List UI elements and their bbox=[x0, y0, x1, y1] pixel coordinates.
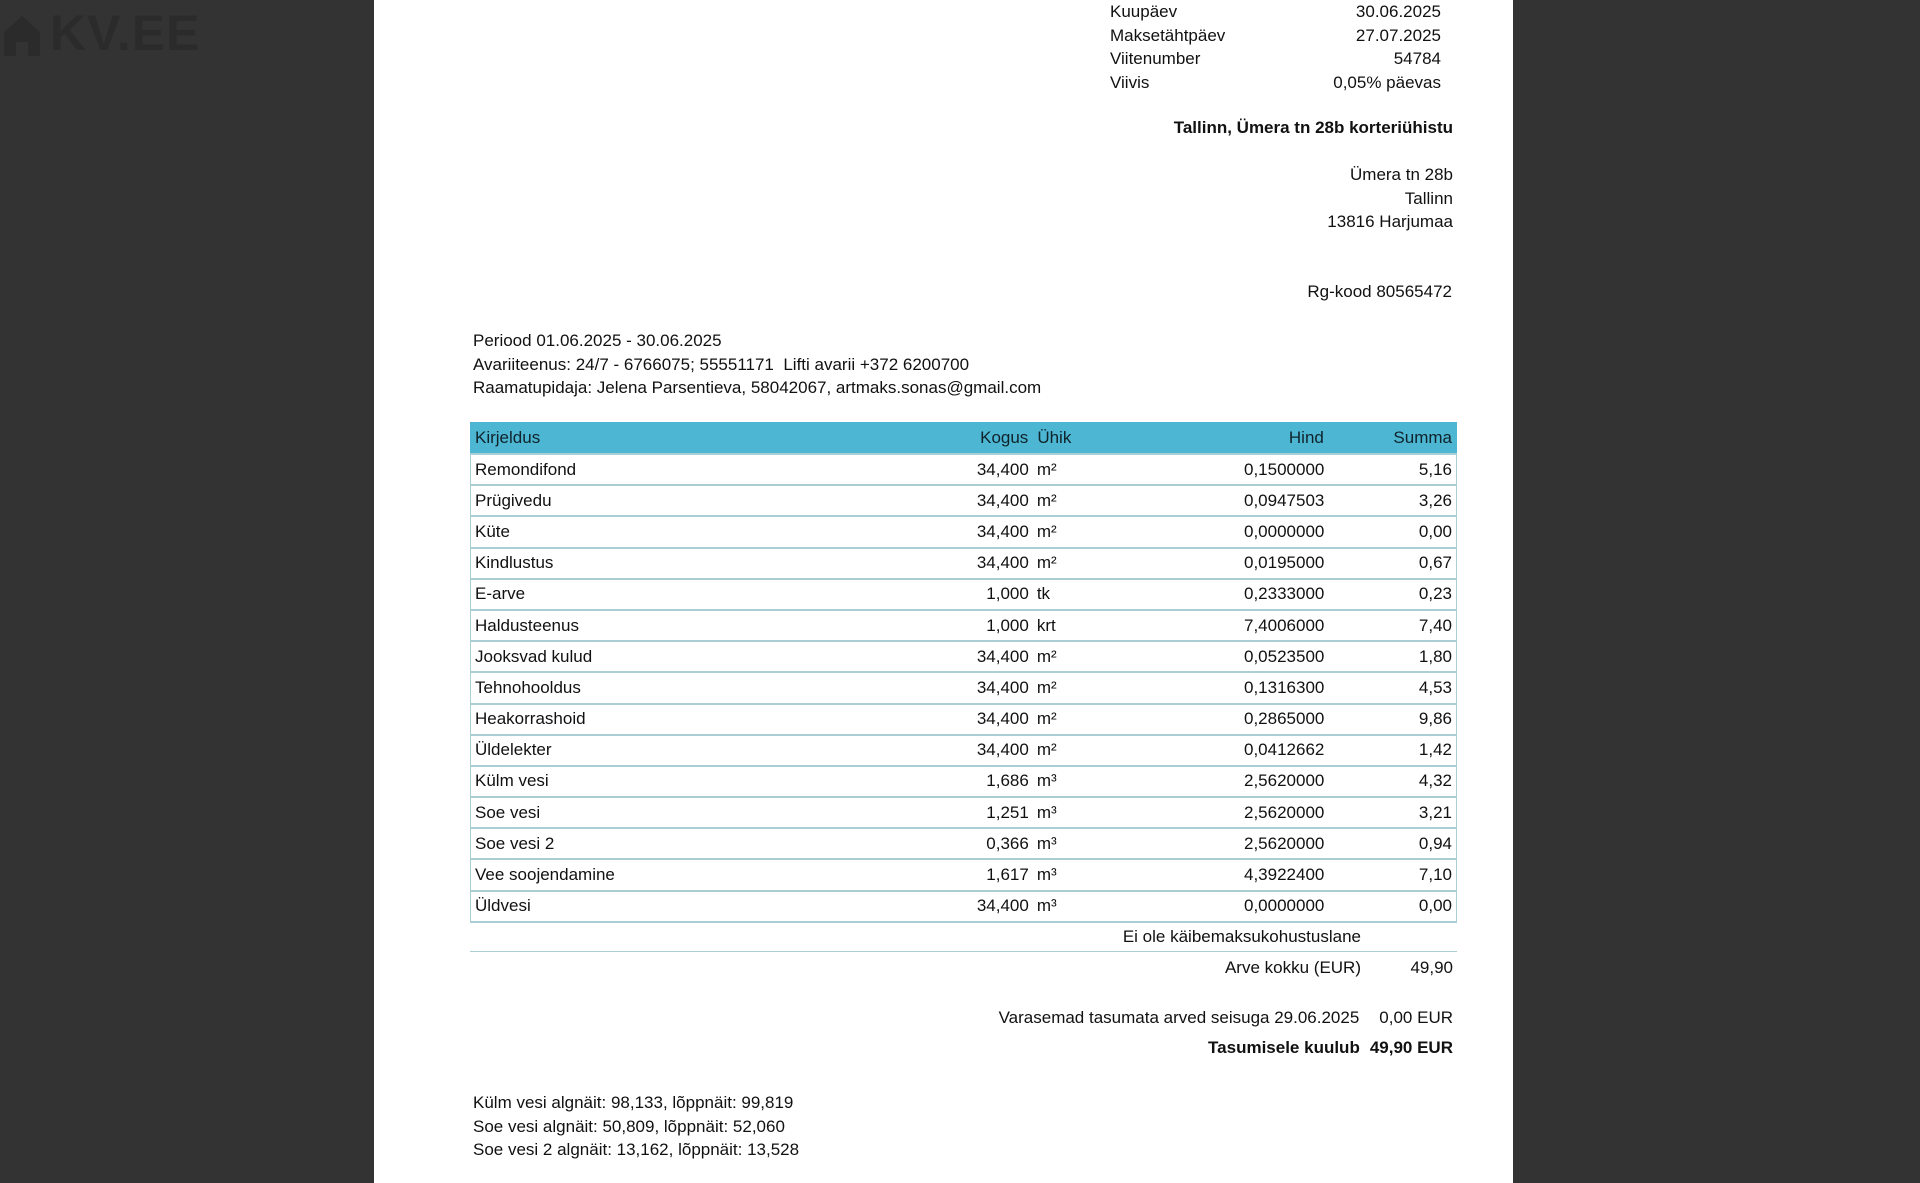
cell-price: 0,0000000 bbox=[1151, 891, 1329, 922]
cell-description: Tehnohooldus bbox=[471, 672, 905, 703]
cell-quantity: 34,400 bbox=[905, 641, 1033, 672]
billing-period: Periood 01.06.2025 - 30.06.2025 bbox=[473, 331, 722, 350]
cell-price: 0,0000000 bbox=[1151, 516, 1329, 547]
cell-unit: tk bbox=[1033, 579, 1151, 610]
meta-label: Kuupäev bbox=[1110, 2, 1178, 21]
cell-quantity: 1,686 bbox=[905, 766, 1033, 797]
cell-unit: m² bbox=[1033, 516, 1151, 547]
cell-unit: m³ bbox=[1033, 891, 1151, 922]
cell-unit: m² bbox=[1033, 641, 1151, 672]
previous-unpaid-value: 0,00 EUR bbox=[1379, 1008, 1453, 1027]
table-row bbox=[471, 548, 1457, 579]
cell-sum: 0,00 bbox=[1328, 516, 1456, 547]
table-row bbox=[471, 766, 1457, 797]
header-price: Hind bbox=[1151, 423, 1329, 455]
cell-unit: krt bbox=[1033, 610, 1151, 641]
cell-quantity: 34,400 bbox=[905, 891, 1033, 922]
cell-price: 0,0947503 bbox=[1151, 485, 1329, 516]
table-row bbox=[471, 859, 1457, 890]
emergency-contacts: Avariiteenus: 24/7 - 6766075; 55551171 Lifti avarii +372 6200700 bbox=[473, 354, 970, 374]
cell-unit: m³ bbox=[1033, 828, 1151, 859]
cell-description: Küte bbox=[471, 516, 905, 547]
cell-sum: 7,40 bbox=[1328, 610, 1456, 641]
meta-value: 54784 bbox=[1393, 49, 1441, 68]
cell-description: Vee soojendamine bbox=[471, 859, 905, 890]
meta-label: Viitenumber bbox=[1110, 49, 1201, 68]
cell-quantity: 34,400 bbox=[905, 516, 1033, 547]
cell-quantity: 34,400 bbox=[905, 704, 1033, 735]
meta-label: Viivis bbox=[1110, 72, 1150, 92]
cell-price: 0,1316300 bbox=[1151, 672, 1329, 703]
cell-description: Üldelekter bbox=[471, 735, 905, 766]
cell-price: 0,2333000 bbox=[1151, 579, 1329, 610]
header-unit: Ühik bbox=[1033, 423, 1151, 455]
invoice-items-table bbox=[470, 422, 1457, 923]
cell-sum: 4,32 bbox=[1328, 766, 1456, 797]
cell-price: 4,3922400 bbox=[1151, 859, 1329, 890]
previous-unpaid-row bbox=[999, 1006, 1453, 1030]
cell-description: Külm vesi bbox=[471, 766, 905, 797]
cell-unit: m² bbox=[1033, 704, 1151, 735]
cell-sum: 0,67 bbox=[1328, 548, 1456, 579]
cell-unit: m² bbox=[1033, 548, 1151, 579]
cell-quantity: 34,400 bbox=[905, 485, 1033, 516]
table-row bbox=[471, 891, 1457, 922]
cell-description: E-arve bbox=[471, 579, 905, 610]
company-address bbox=[1327, 163, 1453, 234]
cell-sum: 1,80 bbox=[1328, 641, 1456, 672]
cell-quantity: 34,400 bbox=[905, 454, 1033, 485]
amount-due-row bbox=[1208, 1036, 1453, 1060]
table-row bbox=[471, 610, 1457, 641]
company-name: Tallinn, Ümera tn 28b korteriühistu bbox=[1173, 118, 1453, 137]
meter-reading-hot-water: Soe vesi algnäit: 50,809, lõppnäit: 52,060 bbox=[473, 1116, 785, 1136]
meter-reading-hot-water-2: Soe vesi 2 algnäit: 13,162, lõppnäit: 13,528 bbox=[473, 1140, 800, 1159]
cell-sum: 3,21 bbox=[1328, 797, 1456, 828]
cell-description: Soe vesi 2 bbox=[471, 828, 905, 859]
meta-row-reference-number bbox=[1110, 47, 1441, 71]
invoice-total-label: Arve kokku (EUR) bbox=[1224, 958, 1361, 977]
table-header-row bbox=[471, 423, 1457, 455]
table-row bbox=[471, 579, 1457, 610]
table-row bbox=[471, 797, 1457, 828]
meter-reading-cold-water: Külm vesi algnäit: 98,133, lõppnäit: 99,819 bbox=[473, 1093, 794, 1112]
cell-quantity: 34,400 bbox=[905, 672, 1033, 703]
cell-quantity: 1,000 bbox=[905, 579, 1033, 610]
meta-value: 30.06.2025 bbox=[1355, 2, 1441, 21]
cell-description: Soe vesi bbox=[471, 797, 905, 828]
cell-price: 2,5620000 bbox=[1151, 766, 1329, 797]
cell-sum: 5,16 bbox=[1328, 454, 1456, 485]
cell-unit: m³ bbox=[1033, 797, 1151, 828]
invoice-total-value: 49,90 bbox=[1410, 958, 1453, 977]
amount-due-value: 49,90 EUR bbox=[1369, 1038, 1453, 1057]
table-row bbox=[471, 516, 1457, 547]
meta-value: 0,05% päevas bbox=[1333, 72, 1441, 92]
cell-price: 7,4006000 bbox=[1151, 610, 1329, 641]
accountant-contact: Raamatupidaja: Jelena Parsentieva, 58042067, artmaks.sonas@gmail.com bbox=[473, 378, 1042, 398]
cell-price: 2,5620000 bbox=[1151, 797, 1329, 828]
cell-price: 2,5620000 bbox=[1151, 828, 1329, 859]
cell-description: Üldvesi bbox=[471, 891, 905, 922]
cell-quantity: 0,366 bbox=[905, 828, 1033, 859]
table-row bbox=[471, 485, 1457, 516]
address-line-postal: 13816 Harjumaa bbox=[1327, 212, 1453, 231]
meta-label: Maksetähtpäev bbox=[1110, 25, 1226, 45]
table-row bbox=[471, 828, 1457, 859]
company-reg-code: Rg-kood 80565472 bbox=[1307, 282, 1452, 301]
cell-unit: m² bbox=[1033, 672, 1151, 703]
vat-note-row bbox=[470, 922, 1457, 952]
cell-sum: 9,86 bbox=[1328, 704, 1456, 735]
invoice-page bbox=[374, 0, 1513, 1183]
cell-price: 0,0523500 bbox=[1151, 641, 1329, 672]
meta-row-date bbox=[1110, 0, 1441, 24]
cell-sum: 0,94 bbox=[1328, 828, 1456, 859]
cell-sum: 0,23 bbox=[1328, 579, 1456, 610]
cell-description: Remondifond bbox=[471, 454, 905, 485]
header-quantity: Kogus bbox=[905, 423, 1033, 455]
address-line-street: Ümera tn 28b bbox=[1350, 165, 1453, 184]
cell-quantity: 1,000 bbox=[905, 610, 1033, 641]
cell-description: Heakorrashoid bbox=[471, 704, 905, 735]
header-sum: Summa bbox=[1328, 423, 1456, 455]
cell-unit: m³ bbox=[1033, 766, 1151, 797]
watermark-logo-text: KV.EE bbox=[50, 5, 201, 61]
table-row bbox=[471, 641, 1457, 672]
cell-description: Prügivedu bbox=[471, 485, 905, 516]
cell-sum: 0,00 bbox=[1328, 891, 1456, 922]
meta-row-due-date bbox=[1110, 24, 1441, 48]
cell-price: 0,0412662 bbox=[1151, 735, 1329, 766]
meta-row-penalty bbox=[1110, 71, 1441, 95]
vat-note: Ei ole käibemaksukohustuslane bbox=[1122, 927, 1361, 946]
kv-ee-watermark bbox=[2, 5, 201, 61]
cell-description: Haldusteenus bbox=[471, 610, 905, 641]
invoice-meta bbox=[1110, 0, 1441, 94]
cell-unit: m² bbox=[1033, 735, 1151, 766]
cell-description: Kindlustus bbox=[471, 548, 905, 579]
cell-sum: 1,42 bbox=[1328, 735, 1456, 766]
meta-value: 27.07.2025 bbox=[1355, 25, 1441, 45]
cell-quantity: 34,400 bbox=[905, 548, 1033, 579]
cell-description: Jooksvad kulud bbox=[471, 641, 905, 672]
table-row bbox=[471, 704, 1457, 735]
house-icon bbox=[2, 14, 42, 56]
amount-due-label: Tasumisele kuulub bbox=[1208, 1038, 1360, 1057]
cell-unit: m² bbox=[1033, 454, 1151, 485]
cell-quantity: 1,251 bbox=[905, 797, 1033, 828]
cell-price: 0,0195000 bbox=[1151, 548, 1329, 579]
cell-quantity: 1,617 bbox=[905, 859, 1033, 890]
table-row bbox=[471, 735, 1457, 766]
invoice-total-row bbox=[470, 953, 1457, 983]
address-line-city: Tallinn bbox=[1404, 188, 1453, 208]
cell-unit: m³ bbox=[1033, 859, 1151, 890]
cell-price: 0,2865000 bbox=[1151, 704, 1329, 735]
cell-sum: 3,26 bbox=[1328, 485, 1456, 516]
cell-unit: m² bbox=[1033, 485, 1151, 516]
cell-price: 0,1500000 bbox=[1151, 454, 1329, 485]
meter-readings bbox=[473, 1091, 799, 1162]
cell-sum: 4,53 bbox=[1328, 672, 1456, 703]
table-row bbox=[471, 672, 1457, 703]
table-row bbox=[471, 454, 1457, 485]
cell-quantity: 34,400 bbox=[905, 735, 1033, 766]
previous-unpaid-label: Varasemad tasumata arved seisuga 29.06.2025 bbox=[998, 1008, 1360, 1027]
header-description: Kirjeldus bbox=[471, 423, 905, 455]
invoice-info bbox=[473, 329, 1041, 400]
cell-sum: 7,10 bbox=[1328, 859, 1456, 890]
